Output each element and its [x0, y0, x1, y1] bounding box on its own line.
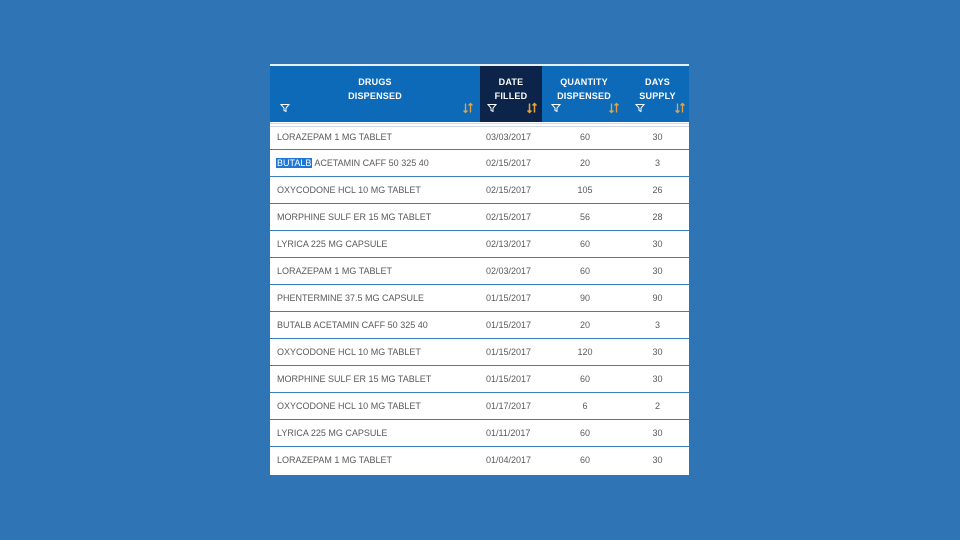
date-cell: 01/04/2017: [486, 455, 532, 465]
sort-icon[interactable]: [674, 102, 686, 114]
drug-cell: LORAZEPAM 1 MG TABLET: [277, 455, 393, 465]
quantity-cell: 6: [582, 401, 588, 411]
drug-cell: MORPHINE SULF ER 15 MG TABLET: [277, 212, 432, 222]
quantity-cell: 60: [579, 266, 590, 276]
days-cell: 28: [652, 212, 663, 222]
selected-text: BUTALB: [277, 158, 312, 168]
table-row[interactable]: [270, 123, 689, 150]
header-date-filled[interactable]: [480, 66, 542, 122]
date-cell: 01/15/2017: [486, 320, 532, 330]
quantity-cell: 20: [579, 320, 590, 330]
filter-icon[interactable]: [635, 103, 645, 113]
quantity-cell: 60: [579, 374, 590, 384]
days-cell: 30: [652, 347, 663, 357]
days-cell: 30: [652, 455, 663, 465]
date-cell: 02/15/2017: [486, 212, 532, 222]
table-row[interactable]: [270, 366, 689, 393]
drug-cell: PHENTERMINE 37.5 MG CAPSULE: [277, 293, 425, 303]
quantity-cell: 120: [577, 347, 593, 357]
table-row[interactable]: [270, 150, 689, 177]
days-cell: 3: [654, 320, 660, 330]
sort-icon[interactable]: [526, 102, 538, 114]
days-cell: 30: [652, 239, 663, 249]
days-cell: 30: [652, 132, 663, 142]
header-quantity-dispensed[interactable]: [542, 66, 626, 122]
drug-cell: OXYCODONE HCL 10 MG TABLET: [277, 401, 421, 411]
header-label: DAYS SUPPLY: [639, 77, 676, 101]
filter-icon[interactable]: [487, 103, 497, 113]
date-cell: 03/03/2017: [486, 132, 532, 142]
table-row[interactable]: [270, 231, 689, 258]
days-cell: 30: [652, 266, 663, 276]
date-cell: 02/15/2017: [486, 185, 532, 195]
table-row[interactable]: [270, 312, 689, 339]
date-cell: 01/17/2017: [486, 401, 532, 411]
quantity-cell: 105: [577, 185, 593, 195]
date-cell: 01/15/2017: [486, 293, 532, 303]
date-cell: 01/11/2017: [486, 428, 531, 438]
sort-icon[interactable]: [608, 102, 620, 114]
drug-cell: LORAZEPAM 1 MG TABLET: [277, 266, 393, 276]
drug-cell: [277, 150, 429, 176]
table-row[interactable]: [270, 285, 689, 312]
quantity-cell: 60: [579, 428, 590, 438]
quantity-cell: 60: [579, 239, 590, 249]
header-days-supply[interactable]: [626, 66, 689, 122]
drug-cell: LYRICA 225 MG CAPSULE: [277, 239, 388, 249]
drug-cell-rest: ACETAMIN CAFF 50 325 40: [312, 158, 429, 168]
drug-cell: OXYCODONE HCL 10 MG TABLET: [277, 347, 421, 357]
date-cell: 01/15/2017: [486, 347, 532, 357]
date-cell: 02/15/2017: [486, 158, 532, 168]
days-cell: 2: [654, 401, 660, 411]
quantity-cell: 90: [579, 293, 590, 303]
table-header: [270, 64, 689, 122]
table-row[interactable]: [270, 258, 689, 285]
filter-icon[interactable]: [551, 103, 561, 113]
sort-icon[interactable]: [462, 102, 474, 114]
header-label: DATE FILLED: [494, 77, 528, 101]
header-label: DRUGS DISPENSED: [348, 77, 402, 101]
days-cell: 30: [652, 374, 663, 384]
table-row[interactable]: [270, 420, 689, 447]
table-row[interactable]: [270, 393, 689, 420]
days-cell: 3: [654, 158, 660, 168]
quantity-cell: 56: [579, 212, 590, 222]
prescription-table: [270, 64, 689, 475]
table-row[interactable]: [270, 177, 689, 204]
quantity-cell: 20: [579, 158, 590, 168]
date-cell: 02/03/2017: [486, 266, 532, 276]
table-row[interactable]: [270, 339, 689, 366]
date-cell: 01/15/2017: [486, 374, 532, 384]
drug-cell: BUTALB ACETAMIN CAFF 50 325 40: [277, 320, 428, 330]
days-cell: 26: [652, 185, 663, 195]
table-row[interactable]: [270, 447, 689, 474]
table-row[interactable]: [270, 204, 689, 231]
drug-cell: LYRICA 225 MG CAPSULE: [277, 428, 388, 438]
drug-cell: LORAZEPAM 1 MG TABLET: [277, 132, 393, 142]
table-body: [270, 123, 689, 474]
drug-cell: OXYCODONE HCL 10 MG TABLET: [277, 185, 421, 195]
quantity-cell: 60: [579, 455, 590, 465]
days-cell: 90: [652, 293, 663, 303]
drug-cell: MORPHINE SULF ER 15 MG TABLET: [277, 374, 432, 384]
header-label: QUANTITY DISPENSED: [557, 77, 611, 101]
days-cell: 30: [652, 428, 663, 438]
quantity-cell: 60: [579, 132, 590, 142]
date-cell: 02/13/2017: [486, 239, 532, 249]
filter-icon[interactable]: [280, 103, 290, 113]
header-drugs-dispensed[interactable]: [270, 66, 480, 122]
